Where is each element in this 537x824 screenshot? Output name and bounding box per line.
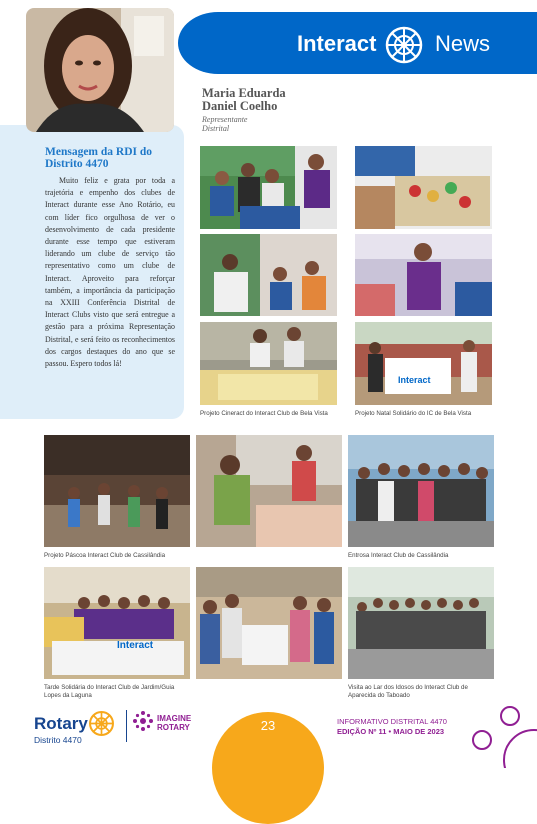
author-name-line-2: Daniel Coelho (202, 99, 278, 113)
tarde-banner-interact-text: Interact (117, 640, 154, 651)
photo-natal-banner (355, 322, 492, 405)
rotary-gear-icon (88, 710, 115, 737)
photo-visita-lar (348, 567, 494, 679)
photo-tarde-group (196, 567, 342, 679)
author-role-line-2: Distrital (202, 124, 230, 133)
caption-natal: Projeto Natal Solidário do IC de Bela Vista (355, 410, 472, 417)
caption-visita (348, 684, 468, 700)
photo-cineract-group (200, 146, 337, 229)
author-role (202, 115, 247, 133)
author-name (202, 87, 286, 113)
photo-cineract-kids (200, 234, 337, 316)
page-number: 23 (260, 718, 276, 733)
caption-pascoa: Projeto Páscoa Interact Club de Cassilândia (44, 552, 166, 559)
imagine-label: IMAGINE (157, 714, 192, 723)
banner-interact-text: Interact (398, 375, 431, 385)
rotary-logo-text: Rotary (34, 714, 88, 733)
photo-natal-girl (355, 234, 492, 316)
caption-visita-line-2: Aparecida do Taboado (348, 692, 410, 699)
caption-visita-line-1: Visita ao Lar dos Idosos do Interact Club de (348, 684, 468, 691)
photo-pascoa-room (44, 435, 190, 547)
photo-natal-gifts (355, 146, 492, 229)
photo-cineract-popcorn (200, 322, 337, 405)
distrito-label: Distrito 4470 (34, 735, 82, 745)
news-label: News (435, 31, 491, 56)
photo-tarde-solidaria (44, 567, 190, 679)
caption-tarde-line-2: Lopes da Laguna (44, 692, 92, 699)
decorative-circles (458, 700, 537, 768)
caption-tarde (44, 684, 174, 700)
author-name-line-1: Maria Eduarda (202, 86, 286, 100)
representative-portrait (26, 8, 174, 132)
caption-entrosa: Entrosa Interact Club de Cassilândia (348, 552, 449, 559)
imagine-rotary-icon (132, 710, 154, 732)
message-body: Muito feliz e grata por toda a trajetória e empenho dos clubes de Interact durante esse Ano Rotário, eu com líder fico orgulhosa de ver o desenvolvimento de cada presidente durante esse tempo que estiveram liderando um clube de serviço tão representativo como um clube de Interact. Aproveito para reforçar também, a importância da participação na XXIII Conferência Distrital de Interact Clubs visto que será entregue a gestão para a próxima Representação Distrital, e será feito os reconhecimentos dos cargos destaques do ano que se passou. Espero todos lá! (45, 176, 175, 369)
rotary-wheel-icon (384, 25, 424, 65)
newsletter-edition: EDIÇÃO Nº 11 • MAIO DE 2023 (337, 727, 445, 736)
interact-brand: Interact (297, 31, 377, 56)
caption-cineract: Projeto Cineract do Interact Club de Bela Vista (200, 410, 328, 417)
newsletter-title: INFORMATIVO DISTRITAL 4470 (337, 717, 447, 726)
caption-tarde-line-1: Tarde Solidária do Interact Club de Jardim/Guia (44, 684, 175, 691)
photo-pascoa-kids (196, 435, 342, 547)
author-role-line-1: Representante (202, 115, 248, 124)
photo-entrosa-group (348, 435, 494, 547)
footer-divider (126, 710, 127, 742)
message-title: Mensagem da RDI do Distrito 4470 (45, 146, 153, 170)
imagine-rotary-label: ROTARY (157, 723, 190, 732)
